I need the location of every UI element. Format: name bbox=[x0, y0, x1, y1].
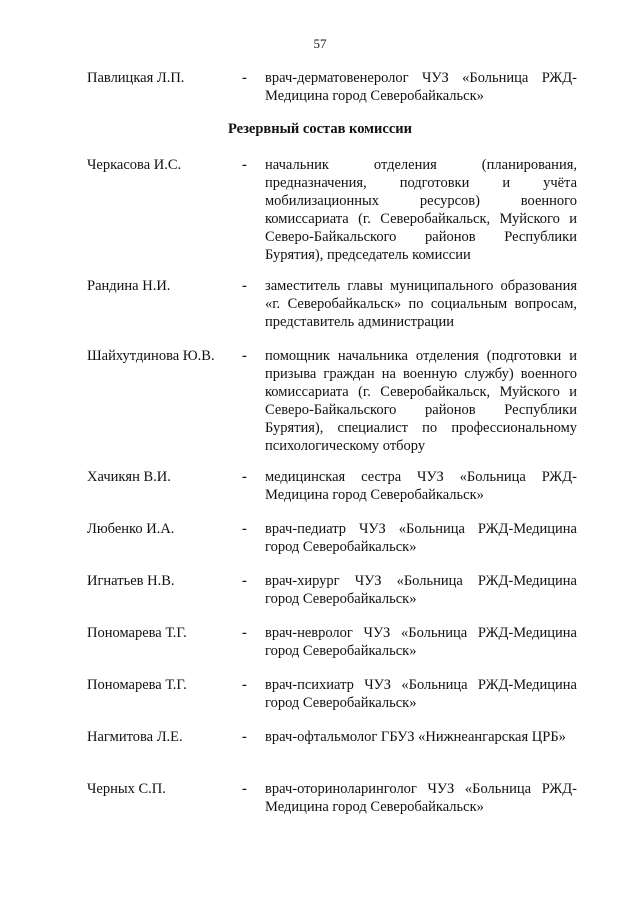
member-name: Любенко И.А. bbox=[87, 521, 175, 537]
commission-member-entry bbox=[87, 347, 577, 455]
commission-member-entry bbox=[87, 728, 577, 746]
member-role: помощник начальника отделения (подготовки и призыва граждан на военную службу) военного комиссариата (г. Северобайкальск, Муйского и Северо-Байкальского районов Республики Бурятия), специалист по профессиональному психологическому отбору bbox=[265, 348, 577, 454]
section-heading: Резервный состав комиссии bbox=[228, 121, 412, 137]
commission-member-entry bbox=[87, 69, 577, 105]
member-role: врач-дерматовенеролог ЧУЗ «Больница РЖД-Медицина город Северобайкальск» bbox=[265, 70, 577, 104]
commission-member-entry bbox=[87, 156, 577, 264]
member-dash: - bbox=[242, 469, 247, 485]
member-name: Хачикян В.И. bbox=[87, 469, 171, 485]
commission-member-entry bbox=[87, 780, 577, 816]
member-dash: - bbox=[242, 677, 247, 693]
member-role: врач-педиатр ЧУЗ «Больница РЖД-Медицина город Северобайкальск» bbox=[265, 521, 577, 555]
commission-member-entry bbox=[87, 468, 577, 504]
commission-member-entry bbox=[87, 676, 577, 712]
member-role: врач-оториноларинголог ЧУЗ «Больница РЖД-Медицина город Северобайкальск» bbox=[265, 781, 577, 815]
member-dash: - bbox=[242, 781, 247, 797]
member-dash: - bbox=[242, 521, 247, 537]
member-name: Рандина Н.И. bbox=[87, 278, 171, 294]
member-dash: - bbox=[242, 573, 247, 589]
member-role: врач-психиатр ЧУЗ «Больница РЖД-Медицина город Северобайкальск» bbox=[265, 677, 577, 711]
member-role: врач-офтальмолог ГБУЗ «Нижнеангарская ЦРБ» bbox=[265, 729, 566, 745]
page-number: 57 bbox=[313, 36, 327, 51]
member-name: Игнатьев Н.В. bbox=[87, 573, 175, 589]
member-name: Черных С.П. bbox=[87, 781, 166, 797]
member-role: врач-хирург ЧУЗ «Больница РЖД-Медицина город Северобайкальск» bbox=[265, 573, 577, 607]
commission-member-entry bbox=[87, 572, 577, 608]
member-dash: - bbox=[242, 729, 247, 745]
commission-member-entry bbox=[87, 520, 577, 556]
member-role: заместитель главы муниципального образования «г. Северобайкальск» по социальным вопросам, представитель администрации bbox=[265, 278, 577, 330]
member-name: Нагмитова Л.Е. bbox=[87, 729, 183, 745]
member-name: Пономарева Т.Г. bbox=[87, 625, 187, 641]
member-name: Павлицкая Л.П. bbox=[87, 70, 185, 86]
member-name: Пономарева Т.Г. bbox=[87, 677, 187, 693]
member-dash: - bbox=[242, 348, 247, 364]
commission-member-entry bbox=[87, 624, 577, 660]
commission-member-entry bbox=[87, 277, 577, 331]
member-name: Шайхутдинова Ю.В. bbox=[87, 348, 215, 364]
member-dash: - bbox=[242, 278, 247, 294]
member-dash: - bbox=[242, 157, 247, 173]
member-role: медицинская сестра ЧУЗ «Больница РЖД-Медицина город Северобайкальск» bbox=[265, 469, 577, 503]
member-role: начальник отделения (планирования, предназначения, подготовки и учёта мобилизационных ресурсов) военного комиссариата (г. Северобайкальск, Муйского и Северо-Байкальского районов Республики Бурятия), председатель комиссии bbox=[265, 157, 577, 263]
member-name: Черкасова И.С. bbox=[87, 157, 182, 173]
member-dash: - bbox=[242, 625, 247, 641]
member-dash: - bbox=[242, 70, 247, 86]
member-role: врач-невролог ЧУЗ «Больница РЖД-Медицина город Северобайкальск» bbox=[265, 625, 577, 659]
